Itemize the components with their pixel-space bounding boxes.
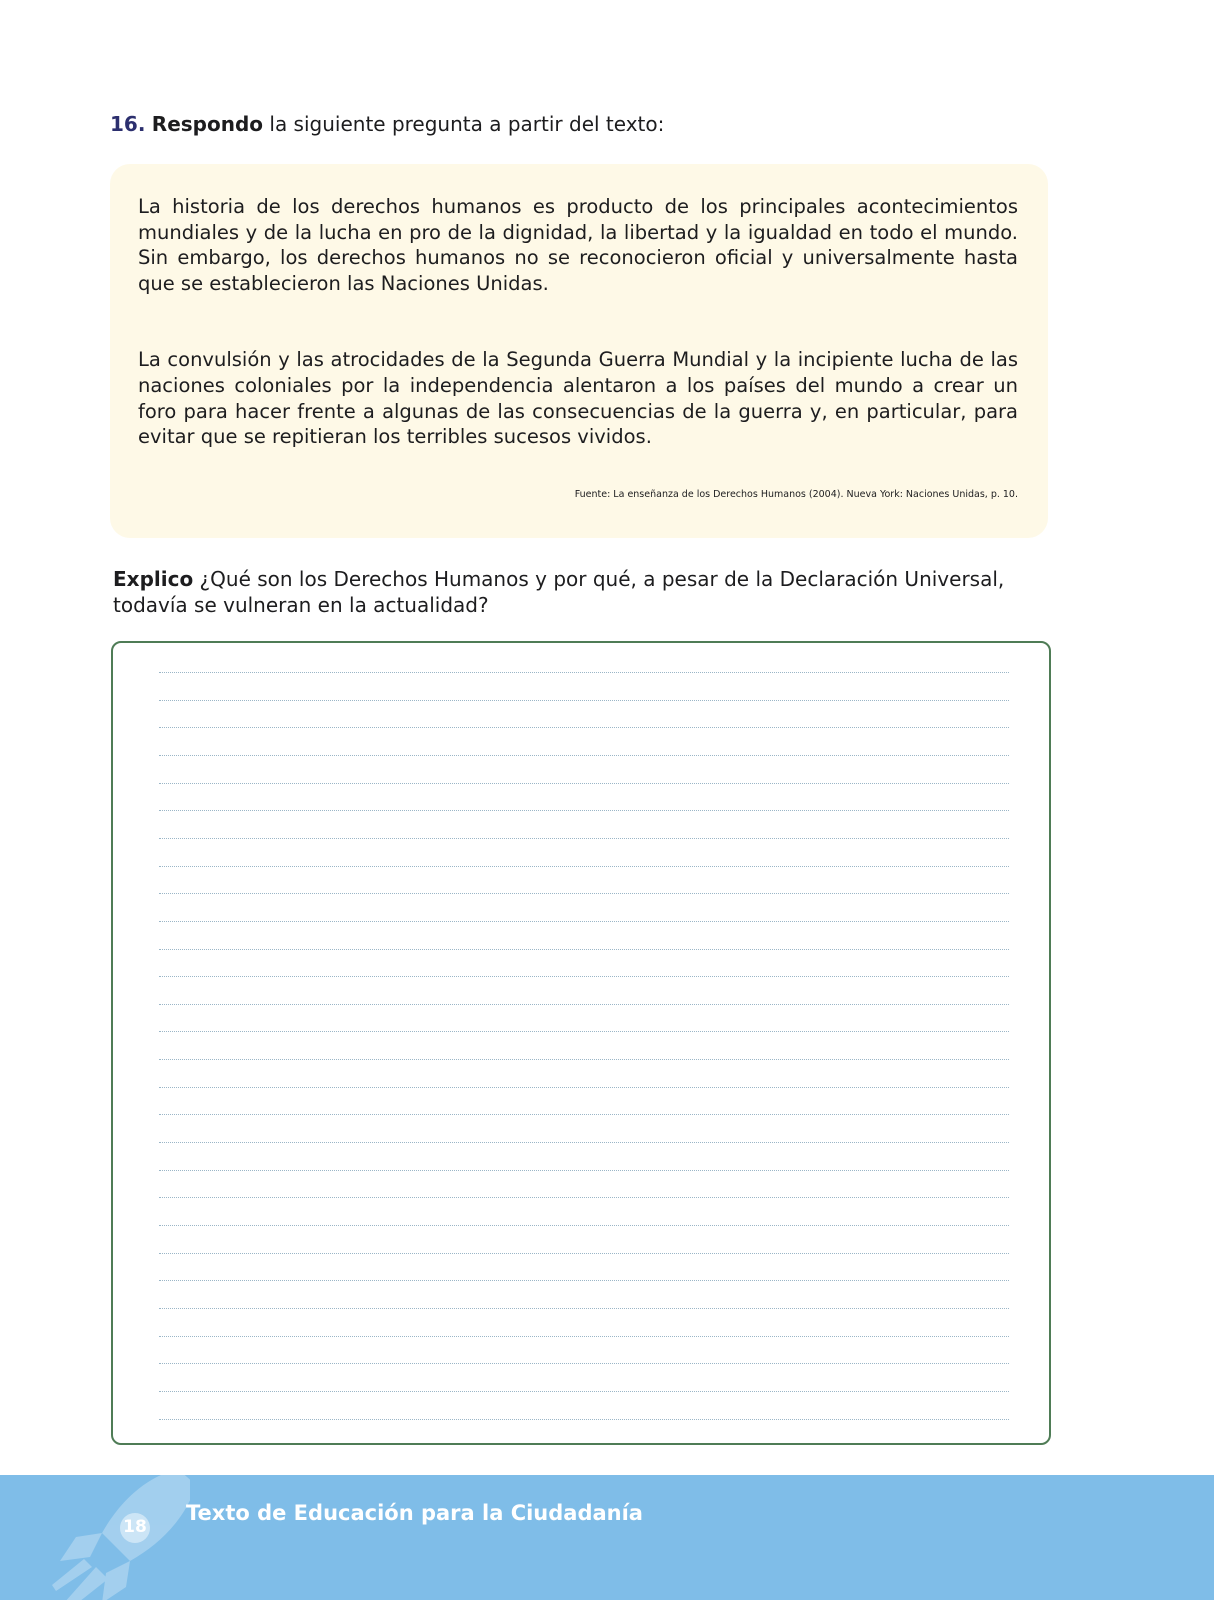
reading-box: [110, 164, 1048, 538]
answer-line: [159, 1336, 1009, 1337]
answer-line: [159, 700, 1009, 701]
answer-line: [159, 1391, 1009, 1392]
answer-line: [159, 1031, 1009, 1032]
answer-line: [159, 1087, 1009, 1088]
rocket-icon: [50, 1475, 190, 1600]
answer-line: [159, 1142, 1009, 1143]
answer-area[interactable]: [111, 641, 1051, 1445]
answer-line: [159, 727, 1009, 728]
activity-instruction: [110, 110, 664, 138]
page-number: 18: [123, 1517, 147, 1537]
answer-line: [159, 893, 1009, 894]
answer-line: [159, 921, 1009, 922]
answer-line: [159, 1114, 1009, 1115]
reading-paragraph-1: La historia de los derechos humanos es producto de los principales acontecimientos mundiales y de la lucha en pro de la dignidad, la libertad y la igualdad en todo el mundo. Sin embargo, los derechos humanos no se reconocieron oficial y universalmente hasta que se establecieron las Naciones Unidas.: [138, 195, 1018, 295]
answer-line: [159, 783, 1009, 784]
answer-line: [159, 949, 1009, 950]
answer-line: [159, 866, 1009, 867]
reading-paragraph-2: La convulsión y las atrocidades de la Segunda Guerra Mundial y la incipiente lucha de las naciones coloniales por la independencia alentaron a los países del mundo a crear un foro para hacer frente a algunas de las consecuencias de la guerra y, en particular, para evitar que se repitieran los terribles sucesos vividos.: [138, 348, 1018, 449]
answer-line: [159, 838, 1009, 839]
answer-line: [159, 976, 1009, 977]
answer-line: [159, 1419, 1009, 1420]
question-verb: Explico: [113, 567, 194, 591]
answer-line: [159, 1059, 1009, 1060]
activity-number: 16.: [110, 112, 146, 136]
answer-line: [159, 1004, 1009, 1005]
page-footer: [0, 1475, 1214, 1600]
activity-verb: Respondo: [151, 112, 264, 136]
activity-text: la siguiente pregunta a partir del texto:: [263, 112, 665, 136]
answer-line: [159, 1170, 1009, 1171]
answer-line: [159, 810, 1009, 811]
question-prompt: [113, 567, 1058, 618]
answer-line: [159, 755, 1009, 756]
footer-title: Texto de Educación para la Ciudadanía: [186, 1501, 643, 1525]
answer-line: [159, 1280, 1009, 1281]
answer-line: [159, 1225, 1009, 1226]
answer-line: [159, 1308, 1009, 1309]
question-text: ¿Qué son los Derechos Humanos y por qué, a pesar de la Declaración Universal, todavía se vulneran en la actualidad?: [113, 567, 1005, 617]
answer-line: [159, 1253, 1009, 1254]
answer-line: [159, 1363, 1009, 1364]
answer-line: [159, 672, 1009, 673]
reading-source: Fuente: La enseñanza de los Derechos Humanos (2004). Nueva York: Naciones Unidas, p. 10.: [574, 489, 1018, 500]
answer-line: [159, 1197, 1009, 1198]
